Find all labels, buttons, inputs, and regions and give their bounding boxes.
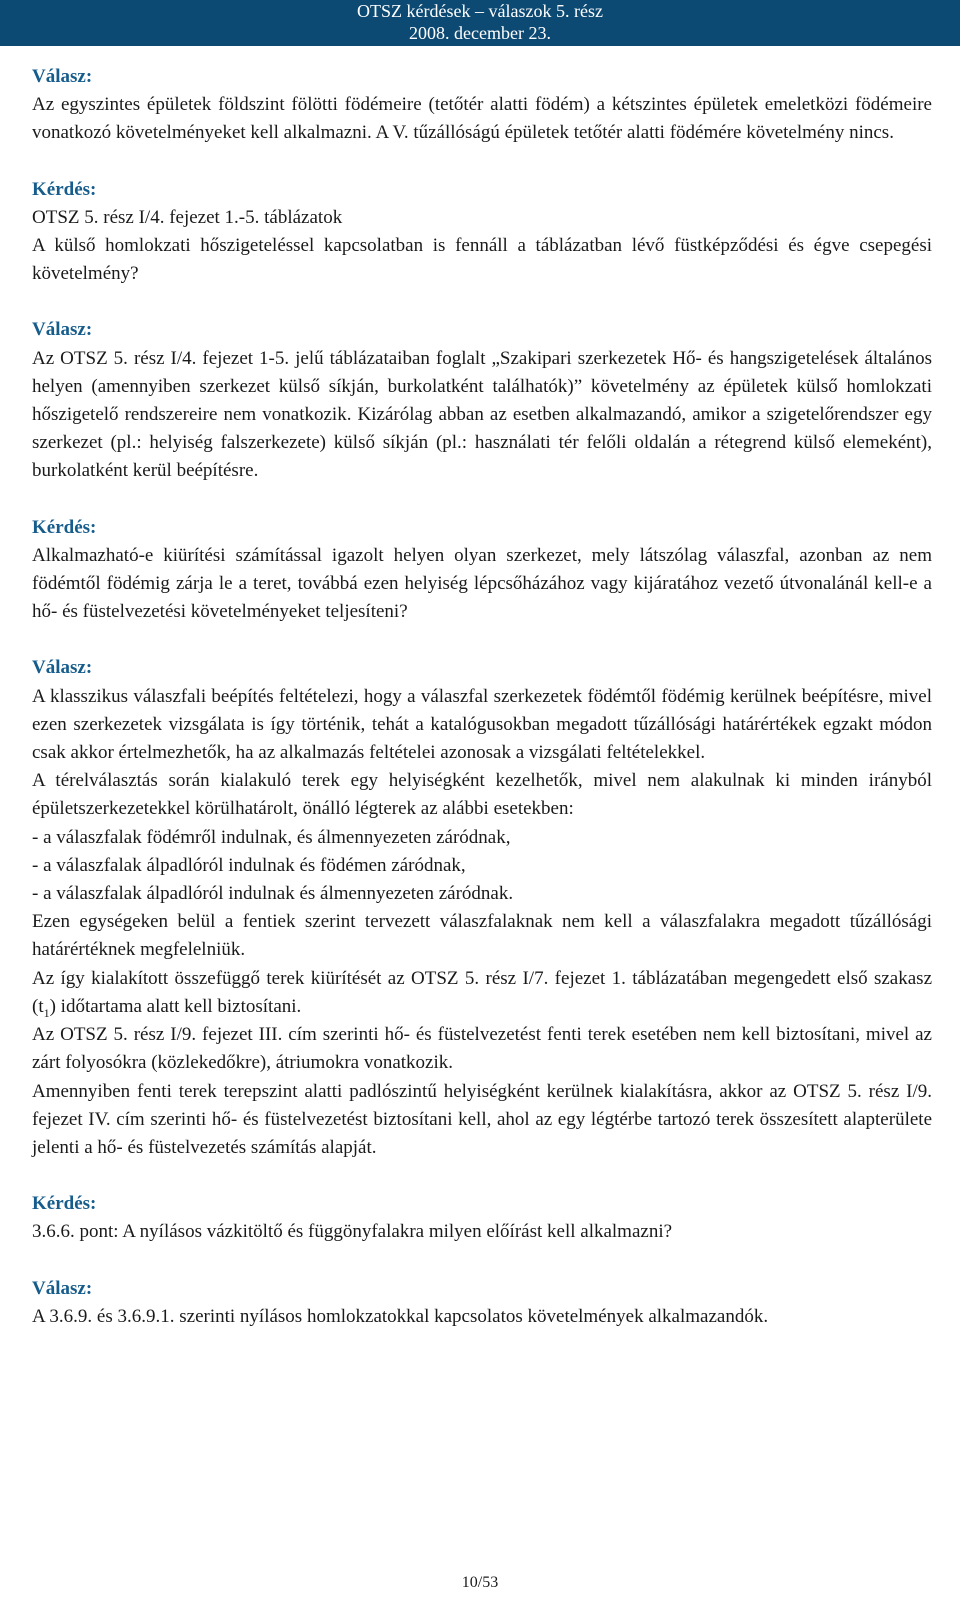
answer-block <box>32 654 932 1162</box>
subscript: 1 <box>43 1005 50 1020</box>
answer-block <box>32 1275 932 1331</box>
answer-paragraph: A térelválasztás során kialakuló terek egy helyiségként kezelhetők, mivel nem alakulnak ki minden irányból épületszerkezetekkel körülhatárolt, önálló légterek az alábbi esetekben: <box>32 770 932 820</box>
question-reference: OTSZ 5. rész I/4. fejezet 1.-5. táblázatok <box>32 206 343 228</box>
document-body <box>32 63 932 1331</box>
answer-text-part: Az így kialakított összefüggő terek kiürítését az OTSZ 5. rész I/7. fejezet 1. táblázatában megengedett első szakasz (t <box>32 967 932 1017</box>
question-label: Kérdés: <box>32 178 97 200</box>
question-label: Kérdés: <box>32 516 97 538</box>
answer-paragraph <box>32 965 932 1021</box>
answer-paragraph: Amennyiben fenti terek terepszint alatti padlószintű helyiségként kerülnek kialakításra, akkor az OTSZ 5. rész I/9. fejezet IV. cím szerinti hő- és füstelvezetést biztosítani kell, ahol az egy légtérbe tartozó terek összesített alapterülete jelenti a hő- és füstelvezetés számítás alapját. <box>32 1080 932 1158</box>
answer-paragraph: Ezen egységeken belül a fentiek szerint tervezett válaszfalaknak nem kell a válaszfalakra megadott tűzállósági határértéknek megfelelniük. <box>32 911 932 961</box>
answer-block <box>32 63 932 148</box>
answer-text: Az OTSZ 5. rész I/4. fejezet 1-5. jelű táblázataiban foglalt „Szakipari szerkezetek Hő- és hangszigetelések általános helyen (amennyiben szerkezet külső síkján, burkolatként találhatók)” követelmény az épületek külső homlokzati hőszigetelő rendszereire nem vonatkozik. Kizárólag abban az esetben alkalmazandó, amikor a szigetelőrendszer egy szerkezet (pl.: helyiség falszerkezete) külső síkján (pl.: használati tér felőli oldalán a rétegrend külső elemeként), burkolatként kerül beépítésre. <box>32 347 932 482</box>
answer-bullet: - a válaszfalak födémről indulnak, és álmennyezeten záródnak, <box>32 826 511 848</box>
page-header <box>0 0 960 46</box>
document-title: OTSZ kérdések – válaszok 5. rész <box>357 1 603 21</box>
answer-block <box>32 316 932 485</box>
answer-bullet: - a válaszfalak álpadlóról indulnak és álmennyezeten záródnak. <box>32 883 514 905</box>
answer-text: Az egyszintes épületek földszint fölötti födémeire (tetőtér alatti födém) a kétszintes épületek emeletközi födémeire vonatkozó követelményeket kell alkalmazni. A V. tűzállóságú épületek tetőtér alatti födémére követelmény nincs. <box>32 94 932 144</box>
answer-text-part: ) időtartama alatt kell biztosítani. <box>49 995 302 1017</box>
question-block <box>32 176 932 289</box>
answer-label: Válasz: <box>32 319 93 341</box>
page-number: 10/53 <box>461 1574 499 1591</box>
question-block <box>32 1190 932 1246</box>
answer-bullet: - a válaszfalak álpadlóról indulnak és födémen záródnak, <box>32 854 466 876</box>
question-block <box>32 514 932 627</box>
answer-label: Válasz: <box>32 1277 93 1299</box>
answer-text: A 3.6.9. és 3.6.9.1. szerinti nyílásos homlokzatokkal kapcsolatos követelmények alkalmazandók. <box>32 1305 769 1327</box>
answer-label: Válasz: <box>32 657 93 679</box>
question-text: A külső homlokzati hőszigeteléssel kapcsolatban is fennáll a táblázatban lévő füstképződési és égve csepegési követelmény? <box>32 235 932 285</box>
document-date: 2008. december 23. <box>409 23 551 43</box>
answer-paragraph: Az OTSZ 5. rész I/9. fejezet III. cím szerinti hő- és füstelvezetést fenti terek esetében nem kell biztosítani, mivel az zárt folyosókra (közlekedőkre), átriumokra vonatkozik. <box>32 1024 932 1074</box>
question-label: Kérdés: <box>32 1193 97 1215</box>
question-text: Alkalmazható-e kiürítési számítással igazolt helyen olyan szerkezet, mely látszólag válaszfal, azonban az nem födémtől födémig zárja le a teret, továbbá ezen helyiség lépcsőházához vagy kijáratához vezető útvonalánál kell-e a hő- és füstelvezetési követelményeket teljesíteni? <box>32 544 932 623</box>
question-text: 3.6.6. pont: A nyílásos vázkitöltő és függönyfalakra milyen előírást kell alkalmazni? <box>32 1221 673 1243</box>
answer-paragraph: A klasszikus válaszfali beépítés feltételezi, hogy a válaszfal szerkezetek födémtől födémig kerülnek beépítésre, mivel ezen szerkezetek vizsgálata is így történik, tehát a katalógusokban megadott tűzállósági határértékek egzakt módon csak akkor értelmezhetők, ha az alkalmazás feltételei azonosak a vizsgálati feltételekkel. <box>32 685 932 764</box>
answer-label: Válasz: <box>32 66 93 87</box>
